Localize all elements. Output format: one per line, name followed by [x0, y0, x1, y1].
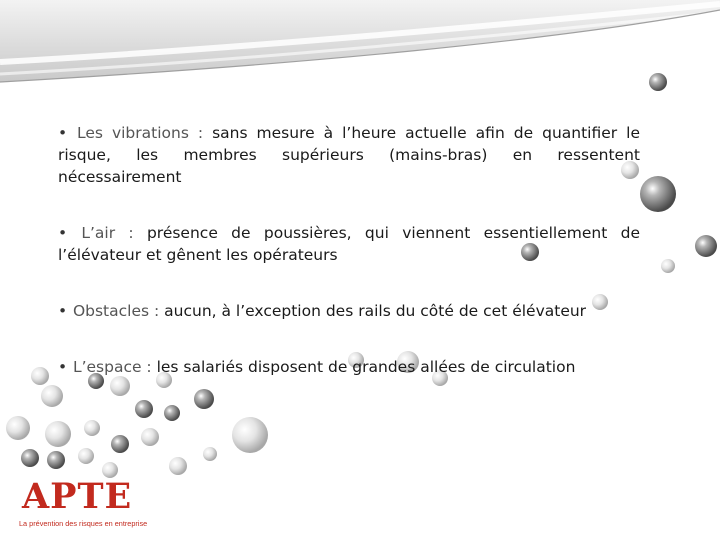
bullet-marker: •	[58, 302, 68, 320]
bubble	[194, 389, 214, 409]
bullet-text: sans mesure à l’heure actuelle afin de quantifier le risque, les membres supérieurs (mains-bras) en ressentent nécessairement	[58, 124, 640, 186]
bullet-text: aucun, à l’exception des rails du côté de cet élévateur	[159, 302, 587, 320]
bullet-air	[58, 222, 640, 266]
bullet-label: Les vibrations :	[76, 124, 204, 142]
bullet-label: Obstacles :	[72, 302, 160, 320]
bullet-marker: •	[58, 224, 68, 242]
bubble	[45, 421, 71, 447]
bubble	[21, 449, 39, 467]
bubble	[164, 405, 180, 421]
bullet-marker: •	[58, 124, 68, 142]
bubble	[203, 447, 217, 461]
bullet-text: les salariés disposent de grandes allées de circulation	[151, 358, 576, 376]
bubble	[111, 435, 129, 453]
bubble	[110, 376, 130, 396]
bubble	[84, 420, 100, 436]
bubble	[141, 428, 159, 446]
bubble	[41, 385, 63, 407]
bubble	[695, 235, 717, 257]
bullet-label: L’air :	[81, 224, 134, 242]
bubble	[661, 259, 675, 273]
logo-tagline: La prévention des risques en entreprise	[19, 519, 148, 528]
bullet-vibrations	[58, 122, 640, 188]
bubble	[232, 417, 268, 453]
bubble	[135, 400, 153, 418]
apte-logo	[18, 476, 148, 532]
bubble	[31, 367, 49, 385]
bubble	[640, 176, 676, 212]
bubble	[47, 451, 65, 469]
bullet-espace	[58, 356, 640, 378]
bullet-label: L’espace :	[72, 358, 152, 376]
bullet-text: présence de poussières, qui viennent essentiellement de l’élévateur et gênent les opérateurs	[58, 224, 640, 264]
bullet-marker: •	[58, 358, 68, 376]
bubble	[6, 416, 30, 440]
bubble	[649, 73, 667, 91]
bullet-list	[58, 122, 640, 378]
logo-wordmark: APTE	[22, 476, 133, 517]
bullet-obstacles	[58, 300, 640, 322]
bubble	[78, 448, 94, 464]
bubble	[169, 457, 187, 475]
